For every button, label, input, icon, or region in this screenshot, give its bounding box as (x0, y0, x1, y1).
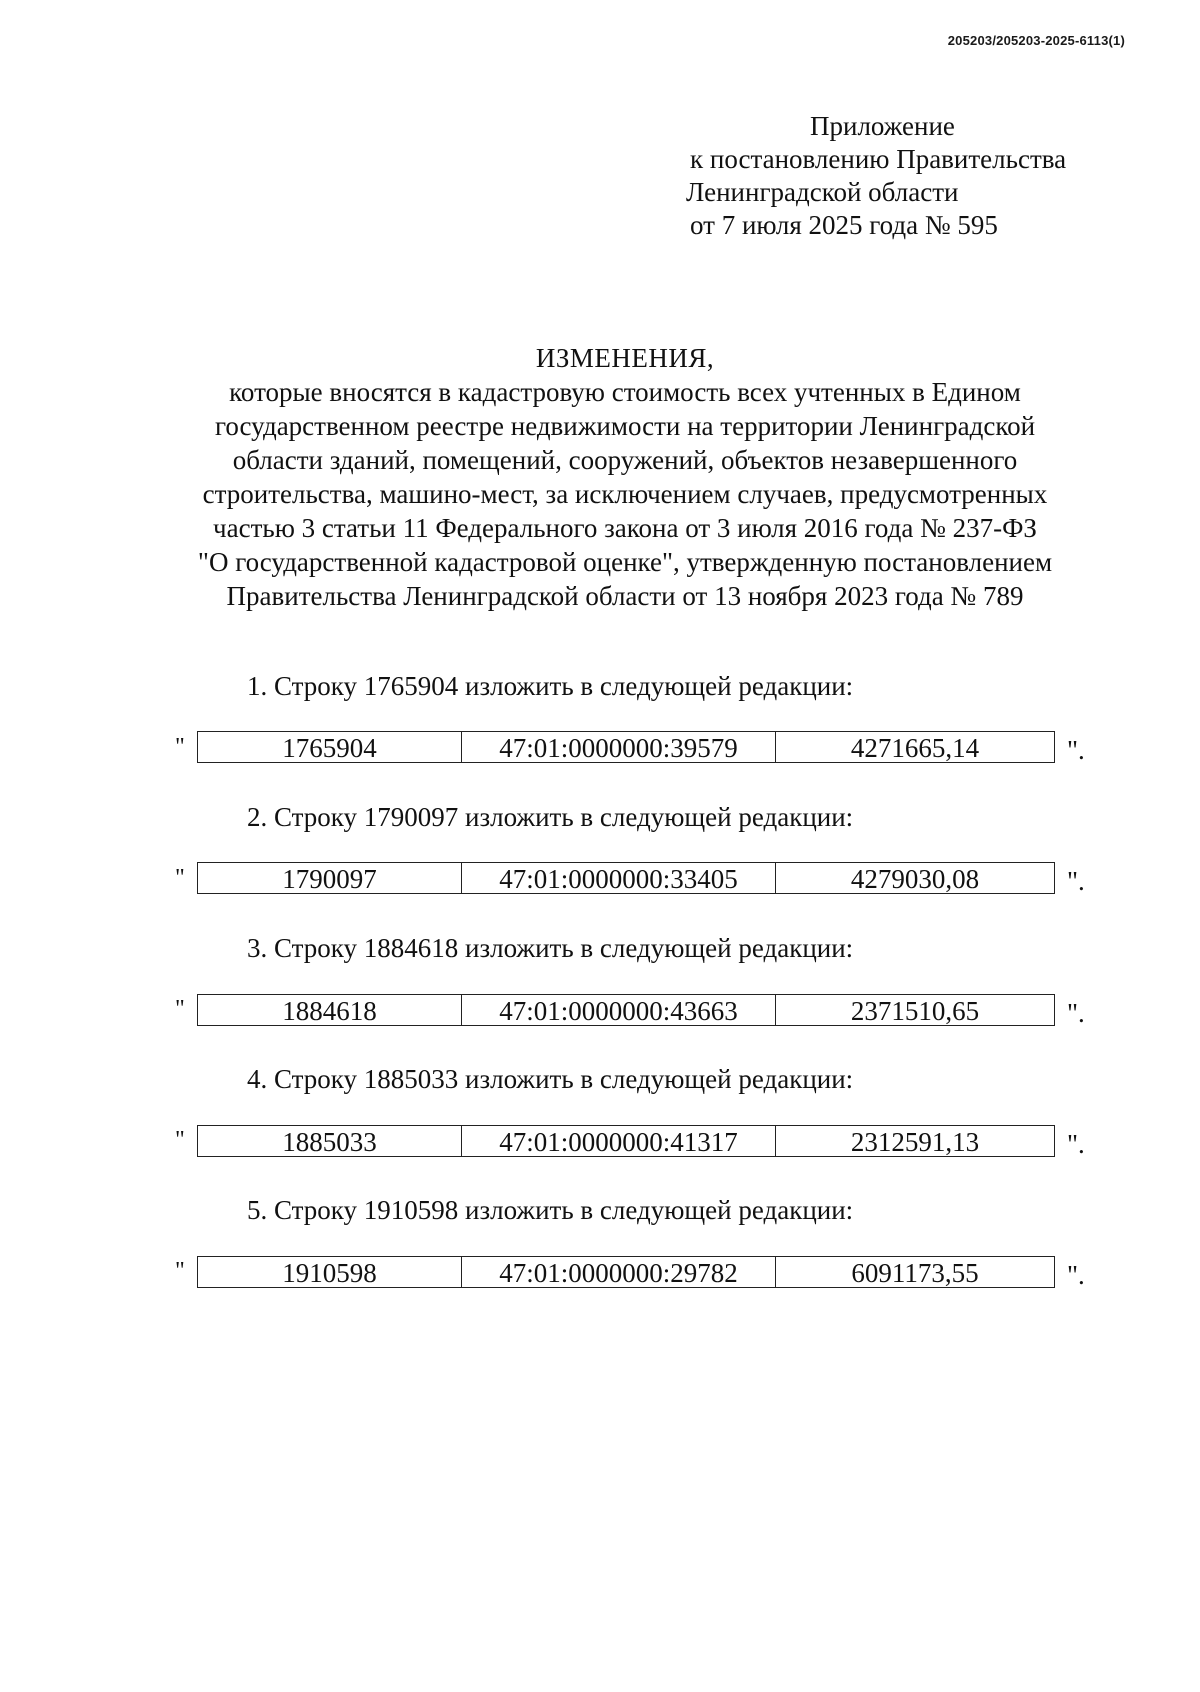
document-title (120, 341, 1130, 613)
cadastral-value-cell: 6091173,55 (851, 1257, 979, 1288)
appendix-line-3: Ленинградской области (686, 177, 959, 207)
title-heading: ИЗМЕНЕНИЯ, (535, 343, 715, 373)
title-line: государственном реестре недвижимости на территории Ленинградской (214, 411, 1036, 441)
cadastral-number-cell: 47:01:0000000:33405 (462, 863, 776, 893)
quote-close: ". (1067, 866, 1085, 896)
appendix-line-1: Приложение (810, 111, 955, 141)
quote-open: " (175, 865, 185, 891)
replacement-row (197, 1256, 1055, 1288)
title-line: области зданий, помещений, сооружений, объектов незавершенного (232, 445, 1018, 475)
title-line: частью 3 статьи 11 Федерального закона от 3 июля 2016 года № 237-ФЗ (213, 513, 1037, 543)
quote-open: " (175, 1258, 185, 1284)
replacement-row (197, 862, 1055, 894)
title-line: которые вносятся в кадастровую стоимость всех учтенных в Едином (229, 377, 1021, 407)
appendix-header (686, 110, 1066, 242)
cadastral-value-cell: 2312591,13 (850, 1126, 980, 1157)
title-line: строительства, машино-мест, за исключением случаев, предусмотренных (202, 479, 1048, 509)
quote-open: " (175, 1127, 185, 1153)
item-label: 5. Строку 1910598 изложить в следующей редакции: (247, 1195, 854, 1225)
row-number-cell: 1910598 (198, 1257, 462, 1287)
replacement-row (197, 1125, 1055, 1157)
row-number-cell: 1790097 (198, 863, 462, 893)
document-id: 205203/205203-2025-6113(1) (947, 33, 1125, 48)
cadastral-number-cell: 47:01:0000000:29782 (462, 1257, 776, 1287)
appendix-line-2: к постановлению Правительства (690, 144, 1067, 174)
item-label: 2. Строку 1790097 изложить в следующей редакции: (247, 802, 854, 832)
cadastral-number-cell: 47:01:0000000:43663 (462, 995, 776, 1025)
quote-open: " (175, 996, 185, 1022)
row-number-cell: 1765904 (198, 732, 462, 762)
row-number-cell: 1885033 (198, 1126, 462, 1156)
title-line: Правительства Ленинградской области от 13 ноября 2023 года № 789 (226, 581, 1024, 611)
replacement-row (197, 731, 1055, 763)
cadastral-value-cell: 4279030,08 (850, 863, 980, 894)
quote-close: ". (1067, 998, 1085, 1028)
item-label: 3. Строку 1884618 изложить в следующей редакции: (247, 933, 854, 963)
replacement-row (197, 994, 1055, 1026)
item-label: 4. Строку 1885033 изложить в следующей редакции: (247, 1064, 854, 1094)
quote-close: ". (1067, 1260, 1085, 1290)
item-label: 1. Строку 1765904 изложить в следующей редакции: (247, 671, 854, 701)
quote-close: ". (1067, 735, 1085, 765)
row-number-cell: 1884618 (198, 995, 462, 1025)
cadastral-value-cell: 2371510,65 (850, 995, 980, 1026)
cadastral-value-cell: 4271665,14 (850, 732, 980, 763)
quote-close: ". (1067, 1129, 1085, 1159)
title-line: "О государственной кадастровой оценке", утвержденную постановлением (197, 547, 1053, 577)
appendix-line-4: от 7 июля 2025 года № 595 (690, 210, 998, 240)
cadastral-number-cell: 47:01:0000000:39579 (462, 732, 776, 762)
cadastral-number-cell: 47:01:0000000:41317 (462, 1126, 776, 1156)
quote-open: " (175, 734, 185, 760)
